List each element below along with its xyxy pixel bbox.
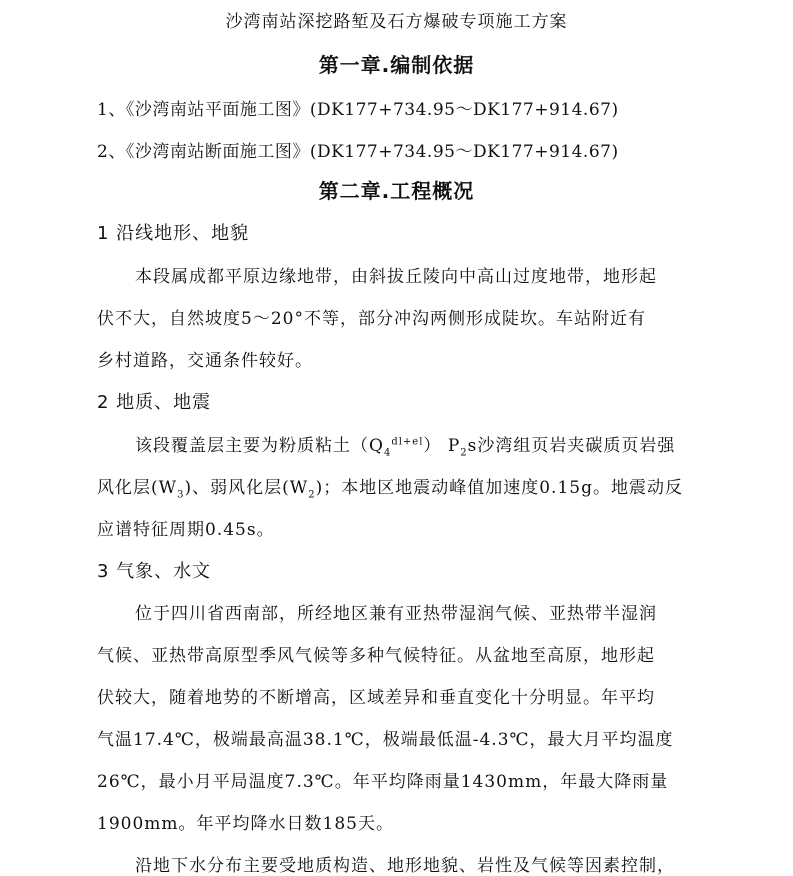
section-2-line-1: 该段覆盖层主要为粉质粘土$(Q_4^{dl+el})$ $P_2s$沙湾组页岩夹碳质页岩强 xyxy=(135,436,676,459)
section-3-line-4: 气温17.4℃，极端最高温38.1℃，极端最低温-4.3℃，最大月平均温度 xyxy=(97,730,674,750)
reference-item-1: 1、《沙湾南站平面施工图》(DK177+734.95～DK177+914.67) xyxy=(97,100,619,120)
section-2-heading: 2 地质、地震 xyxy=(97,392,212,413)
running-title: 沙湾南站深挖路堑及石方爆破专项施工方案 xyxy=(225,12,568,32)
section-3-line-1: 位于四川省西南部，所经地区兼有亚热带湿润气候、亚热带半湿润 xyxy=(135,604,657,624)
reference-item-2: 2、《沙湾南站断面施工图》(DK177+734.95～DK177+914.67) xyxy=(97,142,619,162)
section-3-heading: 3 气象、水文 xyxy=(97,561,212,582)
section-1-heading: 1 沿线地形、地貌 xyxy=(97,223,250,244)
section-1-line-1: 本段属成都平原边缘地带，由斜拔丘陵向中高山过度地带，地形起 xyxy=(135,267,657,287)
section-3-line-2: 气候、亚热带高原型季风气候等多种气候特征。从盆地至高原，地形起 xyxy=(97,646,655,666)
section-3-line-3: 伏较大，随着地势的不断增高，区域差异和垂直变化十分明显。年平均 xyxy=(97,688,655,708)
section-3-line-6: 1900mm。年平均降水日数185天。 xyxy=(97,814,394,834)
chapter-1-title: 第一章.编制依据 xyxy=(318,53,475,77)
chapter-2-title: 第二章.工程概况 xyxy=(318,179,475,203)
section-3-next-paragraph: 沿地下水分布主要受地质构造、地形地貌、岩性及气候等因素控制， xyxy=(135,856,675,876)
section-2-line-2: 风化层$(W_3)$、弱风化层$(W_2)$；本地区地震动峰值加速度0.15g。地震动反 xyxy=(97,478,683,501)
section-1-line-3: 乡村道路，交通条件较好。 xyxy=(97,351,313,371)
section-1-line-2: 伏不大，自然坡度5～20°不等，部分冲沟两侧形成陡坎。车站附近有 xyxy=(97,309,646,329)
section-3-line-5: 26℃，最小月平局温度7.3℃。年平均降雨量1430mm，年最大降雨量 xyxy=(97,772,669,792)
section-2-line-3: 应谱特征周期0.45s。 xyxy=(97,520,275,540)
